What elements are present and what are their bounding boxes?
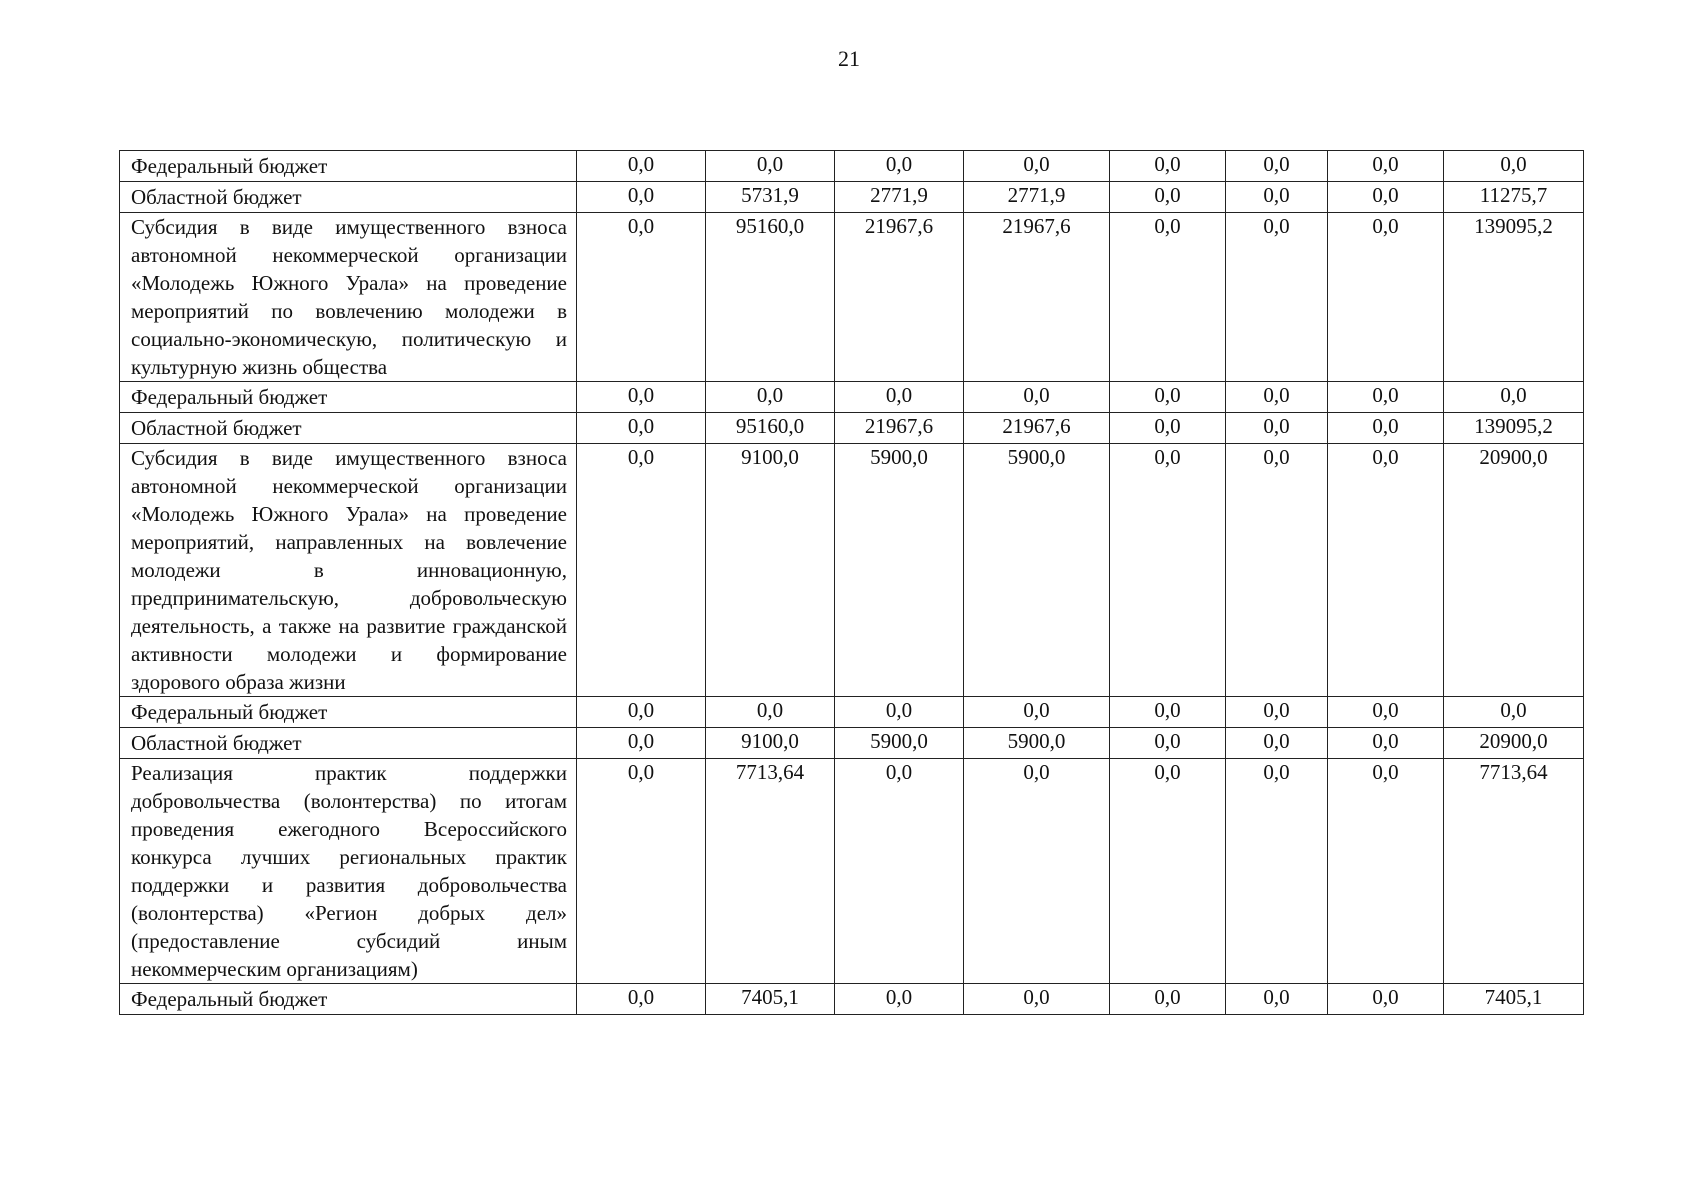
value-cell: 0,0 — [964, 382, 1110, 413]
value-cell: 0,0 — [964, 984, 1110, 1015]
value-cell: 0,0 — [1226, 759, 1328, 984]
value-cell: 21967,6 — [964, 213, 1110, 382]
total-cell: 139095,2 — [1444, 213, 1584, 382]
row-label: Федеральный бюджет — [120, 984, 577, 1015]
table-row — [120, 728, 1584, 759]
value-cell: 2771,9 — [835, 182, 964, 213]
total-cell: 11275,7 — [1444, 182, 1584, 213]
total-cell: 0,0 — [1444, 697, 1584, 728]
table-row — [120, 151, 1584, 182]
value-cell: 5900,0 — [835, 444, 964, 697]
table-row — [120, 444, 1584, 697]
budget-table — [119, 150, 1584, 1015]
value-cell: 0,0 — [1328, 182, 1444, 213]
value-cell: 0,0 — [1328, 413, 1444, 444]
row-label: Федеральный бюджет — [120, 697, 577, 728]
total-cell: 7713,64 — [1444, 759, 1584, 984]
total-cell: 0,0 — [1444, 382, 1584, 413]
value-cell: 0,0 — [835, 382, 964, 413]
total-cell: 0,0 — [1444, 151, 1584, 182]
value-cell: 9100,0 — [706, 728, 835, 759]
value-cell: 0,0 — [1110, 182, 1226, 213]
value-cell: 95160,0 — [706, 213, 835, 382]
value-cell: 0,0 — [577, 413, 706, 444]
value-cell: 0,0 — [577, 697, 706, 728]
value-cell: 0,0 — [964, 151, 1110, 182]
value-cell: 0,0 — [577, 444, 706, 697]
row-label: Областной бюджет — [120, 182, 577, 213]
row-label: Субсидия в виде имущественного взноса автономной некоммерческой организации «Молодежь Южного Урала» на проведение мероприятий, направленных на вовлечение молодежи в инновационную, предпринимательскую, добровольческую деятельность, а также на развитие гражданской активности молодежи и формирование здорового образа жизни — [120, 444, 577, 697]
value-cell: 0,0 — [1328, 984, 1444, 1015]
table-row — [120, 213, 1584, 382]
value-cell: 0,0 — [1226, 984, 1328, 1015]
table-row — [120, 984, 1584, 1015]
value-cell: 0,0 — [577, 759, 706, 984]
value-cell: 0,0 — [1226, 444, 1328, 697]
value-cell: 21967,6 — [964, 413, 1110, 444]
value-cell: 0,0 — [706, 382, 835, 413]
row-label: Федеральный бюджет — [120, 382, 577, 413]
value-cell: 0,0 — [835, 984, 964, 1015]
table-row — [120, 759, 1584, 984]
value-cell: 21967,6 — [835, 413, 964, 444]
value-cell: 9100,0 — [706, 444, 835, 697]
table-row — [120, 382, 1584, 413]
value-cell: 2771,9 — [964, 182, 1110, 213]
value-cell: 0,0 — [1110, 759, 1226, 984]
value-cell: 0,0 — [577, 213, 706, 382]
value-cell: 0,0 — [1110, 697, 1226, 728]
table-row — [120, 182, 1584, 213]
value-cell: 5900,0 — [835, 728, 964, 759]
value-cell: 0,0 — [1328, 444, 1444, 697]
value-cell: 5900,0 — [964, 728, 1110, 759]
value-cell: 0,0 — [1328, 213, 1444, 382]
value-cell: 7405,1 — [706, 984, 835, 1015]
value-cell: 5731,9 — [706, 182, 835, 213]
total-cell: 20900,0 — [1444, 728, 1584, 759]
value-cell: 5900,0 — [964, 444, 1110, 697]
total-cell: 20900,0 — [1444, 444, 1584, 697]
value-cell: 0,0 — [577, 151, 706, 182]
value-cell: 0,0 — [1226, 697, 1328, 728]
value-cell: 0,0 — [835, 697, 964, 728]
table-row — [120, 697, 1584, 728]
total-cell: 7405,1 — [1444, 984, 1584, 1015]
value-cell: 0,0 — [577, 382, 706, 413]
value-cell: 0,0 — [706, 697, 835, 728]
value-cell: 0,0 — [1110, 444, 1226, 697]
value-cell: 0,0 — [1226, 151, 1328, 182]
value-cell: 0,0 — [835, 151, 964, 182]
value-cell: 0,0 — [577, 728, 706, 759]
value-cell: 0,0 — [1110, 728, 1226, 759]
value-cell: 0,0 — [1110, 413, 1226, 444]
value-cell: 0,0 — [1328, 728, 1444, 759]
value-cell: 0,0 — [577, 182, 706, 213]
value-cell: 0,0 — [1110, 984, 1226, 1015]
row-label: Субсидия в виде имущественного взноса автономной некоммерческой организации «Молодежь Южного Урала» на проведение мероприятий по вовлечению молодежи в социально-экономическую, политическую и культурную жизнь общества — [120, 213, 577, 382]
value-cell: 0,0 — [1226, 413, 1328, 444]
value-cell: 0,0 — [1110, 382, 1226, 413]
page-number: 21 — [838, 46, 860, 71]
value-cell: 0,0 — [835, 759, 964, 984]
total-cell: 139095,2 — [1444, 413, 1584, 444]
value-cell: 0,0 — [1328, 759, 1444, 984]
value-cell: 21967,6 — [835, 213, 964, 382]
row-label: Областной бюджет — [120, 728, 577, 759]
value-cell: 0,0 — [1226, 182, 1328, 213]
table-row — [120, 413, 1584, 444]
value-cell: 0,0 — [1226, 728, 1328, 759]
row-label: Областной бюджет — [120, 413, 577, 444]
value-cell: 95160,0 — [706, 413, 835, 444]
value-cell: 0,0 — [577, 984, 706, 1015]
value-cell: 0,0 — [964, 759, 1110, 984]
value-cell: 0,0 — [1328, 697, 1444, 728]
value-cell: 0,0 — [1328, 151, 1444, 182]
value-cell: 7713,64 — [706, 759, 835, 984]
value-cell: 0,0 — [1226, 382, 1328, 413]
row-label: Реализация практик поддержки добровольчества (волонтерства) по итогам проведения ежегодного Всероссийского конкурса лучших региональных практик поддержки и развития добровольчества (волонтерства) «Регион добрых дел» (предоставление субсидий иным некоммерческим организациям) — [120, 759, 577, 984]
value-cell: 0,0 — [1110, 213, 1226, 382]
value-cell: 0,0 — [964, 697, 1110, 728]
value-cell: 0,0 — [1226, 213, 1328, 382]
value-cell: 0,0 — [1328, 382, 1444, 413]
row-label: Федеральный бюджет — [120, 151, 577, 182]
value-cell: 0,0 — [1110, 151, 1226, 182]
value-cell: 0,0 — [706, 151, 835, 182]
